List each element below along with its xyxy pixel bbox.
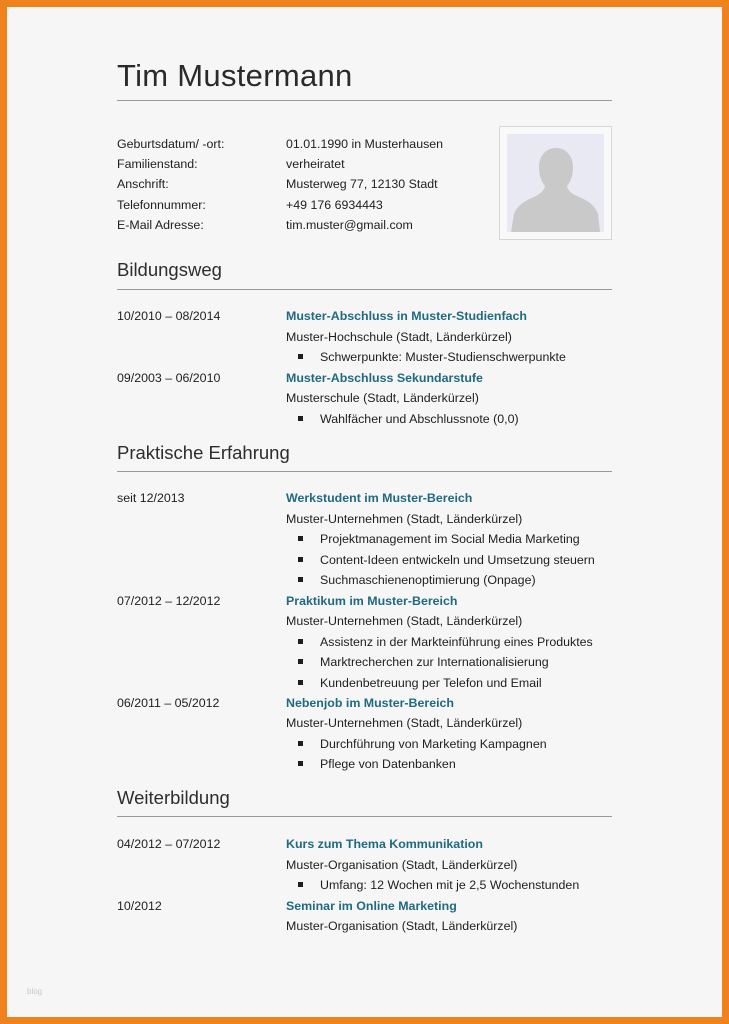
profile-silhouette-icon bbox=[507, 134, 604, 232]
bullet-text: Kundenbetreuung per Telefon und Email bbox=[320, 676, 542, 690]
bullet-text: Schwerpunkte: Muster-Studienschwerpunkte bbox=[320, 350, 566, 364]
bullet-item bbox=[298, 634, 593, 650]
name-divider bbox=[117, 100, 612, 101]
personal-value: +49 176 6934443 bbox=[286, 198, 383, 212]
section-divider bbox=[117, 471, 612, 472]
entry-date: 07/2012 – 12/2012 bbox=[117, 594, 221, 608]
profile-photo bbox=[499, 126, 612, 240]
entry-org: Muster-Organisation (Stadt, Länderkürzel) bbox=[286, 858, 518, 872]
bullet-square-icon bbox=[298, 557, 303, 562]
entry-date: seit 12/2013 bbox=[117, 491, 185, 505]
bullet-item bbox=[298, 349, 566, 365]
bullet-item bbox=[298, 552, 595, 568]
entry-org: Muster-Unternehmen (Stadt, Länderkürzel) bbox=[286, 512, 523, 526]
personal-value: tim.muster@gmail.com bbox=[286, 218, 413, 232]
personal-value: verheiratet bbox=[286, 157, 345, 171]
entry-date: 10/2012 bbox=[117, 899, 162, 913]
entry-org: Muster-Organisation (Stadt, Länderkürzel) bbox=[286, 919, 518, 933]
entry-date: 06/2011 – 05/2012 bbox=[117, 696, 220, 710]
bullet-square-icon bbox=[298, 659, 303, 664]
bullet-item bbox=[298, 411, 519, 427]
bullet-square-icon bbox=[298, 536, 303, 541]
entry-title: Seminar im Online Marketing bbox=[286, 899, 457, 913]
bullet-item bbox=[298, 531, 580, 547]
bullet-square-icon bbox=[298, 680, 303, 685]
section-divider bbox=[117, 289, 612, 290]
personal-label: Familienstand: bbox=[117, 157, 198, 171]
bullet-item bbox=[298, 877, 579, 893]
personal-label: Geburtsdatum/ -ort: bbox=[117, 137, 225, 151]
entry-title: Muster-Abschluss in Muster-Studienfach bbox=[286, 309, 527, 323]
entry-date: 09/2003 – 06/2010 bbox=[117, 371, 221, 385]
bullet-text: Assistenz in der Markteinführung eines Produktes bbox=[320, 635, 593, 649]
cv-name: Tim Mustermann bbox=[117, 58, 353, 93]
entry-title: Muster-Abschluss Sekundarstufe bbox=[286, 371, 483, 385]
entry-date: 04/2012 – 07/2012 bbox=[117, 837, 221, 851]
bullet-square-icon bbox=[298, 761, 303, 766]
bullet-text: Wahlfächer und Abschlussnote (0,0) bbox=[320, 412, 519, 426]
entry-date: 10/2010 – 08/2014 bbox=[117, 309, 221, 323]
section-divider bbox=[117, 816, 612, 817]
bullet-text: Pflege von Datenbanken bbox=[320, 757, 456, 771]
bullet-text: Marktrecherchen zur Internationalisierung bbox=[320, 655, 549, 669]
bullet-square-icon bbox=[298, 416, 303, 421]
section-title-bildungsweg: Bildungsweg bbox=[117, 259, 222, 280]
bullet-text: Content-Ideen entwickeln und Umsetzung steuern bbox=[320, 553, 595, 567]
watermark-text: blog bbox=[27, 987, 43, 996]
entry-org: Musterschule (Stadt, Länderkürzel) bbox=[286, 391, 479, 405]
bullet-square-icon bbox=[298, 577, 303, 582]
entry-title: Nebenjob im Muster-Bereich bbox=[286, 696, 454, 710]
bullet-text: Projektmanagement im Social Media Marketing bbox=[320, 532, 580, 546]
bullet-square-icon bbox=[298, 882, 303, 887]
bullet-text: Umfang: 12 Wochen mit je 2,5 Wochenstunden bbox=[320, 878, 580, 892]
entry-org: Muster-Hochschule (Stadt, Länderkürzel) bbox=[286, 330, 512, 344]
bullet-item bbox=[298, 654, 549, 670]
entry-org: Muster-Unternehmen (Stadt, Länderkürzel) bbox=[286, 716, 523, 730]
bullet-square-icon bbox=[298, 741, 303, 746]
personal-label: Telefonnummer: bbox=[117, 198, 206, 212]
bullet-text: Suchmaschienenoptimierung (Onpage) bbox=[320, 573, 536, 587]
section-title-weiterbildung: Weiterbildung bbox=[117, 787, 230, 808]
bullet-item bbox=[298, 675, 542, 691]
bullet-square-icon bbox=[298, 639, 303, 644]
bullet-text: Durchführung von Marketing Kampagnen bbox=[320, 737, 547, 751]
personal-label: E-Mail Adresse: bbox=[117, 218, 204, 232]
entry-title: Werkstudent im Muster-Bereich bbox=[286, 491, 473, 505]
personal-value: 01.01.1990 in Musterhausen bbox=[286, 137, 444, 151]
bullet-square-icon bbox=[298, 354, 303, 359]
entry-org: Muster-Unternehmen (Stadt, Länderkürzel) bbox=[286, 614, 523, 628]
personal-value: Musterweg 77, 12130 Stadt bbox=[286, 177, 438, 191]
entry-title: Kurs zum Thema Kommunikation bbox=[286, 837, 483, 851]
bullet-item bbox=[298, 572, 536, 588]
bullet-item bbox=[298, 756, 456, 772]
bullet-item bbox=[298, 736, 547, 752]
entry-title: Praktikum im Muster-Bereich bbox=[286, 594, 458, 608]
section-title-praktische-erfahrung: Praktische Erfahrung bbox=[117, 442, 290, 463]
personal-label: Anschrift: bbox=[117, 177, 169, 191]
